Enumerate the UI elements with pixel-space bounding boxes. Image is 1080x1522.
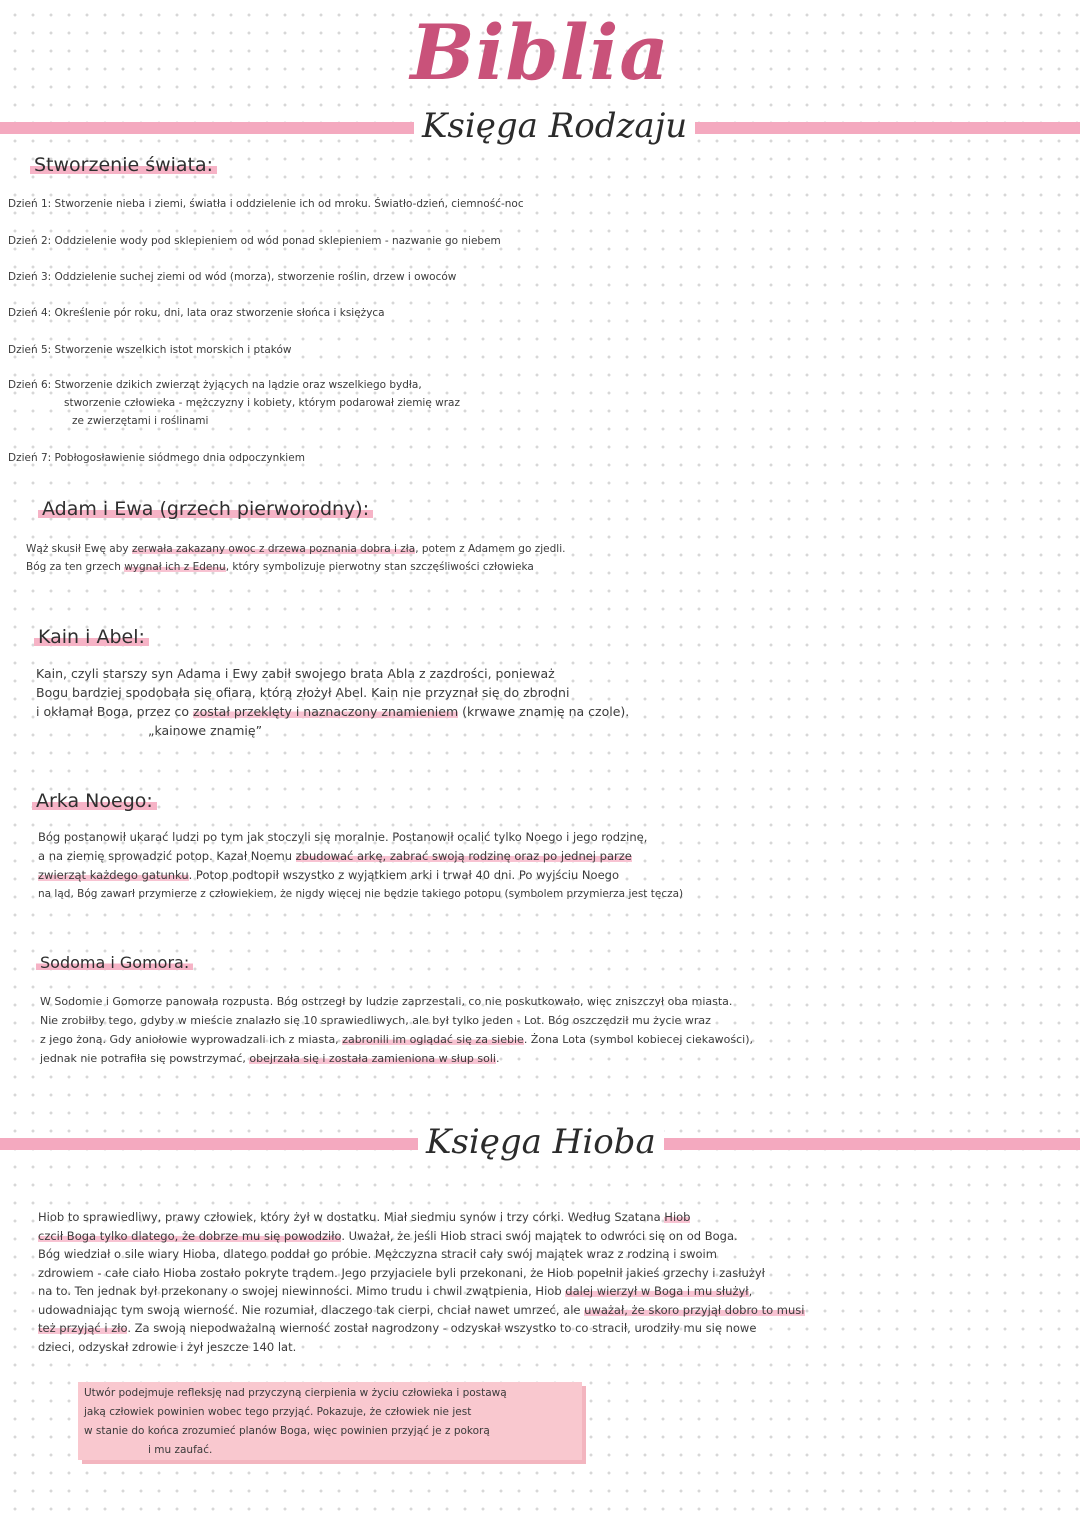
kain-heading: Kain i Abel: (34, 626, 149, 648)
note-line: i mu zaufać. (148, 1444, 213, 1456)
day-2 (8, 233, 501, 250)
highlight: zwierząt każdego gatunku (38, 868, 189, 882)
day-label: Dzień 5: (8, 344, 52, 356)
highlight: uważał, że skoro przyjął dobro to musi (584, 1302, 805, 1317)
text-span: i okłamał Boga, przez co (36, 704, 194, 719)
note-line: jaką człowiek powinien wobec tego przyjąć. Pokazuje, że człowiek nie jest (84, 1406, 472, 1418)
text-span: a na ziemię sprowadzić potop. Kazał Noemu (38, 849, 296, 863)
day-7 (8, 450, 305, 467)
day-label: Dzień 7: (8, 452, 52, 464)
highlight: zabronili im oglądać się za siebie (342, 1033, 524, 1046)
text-span: Bóg za ten grzech (26, 561, 125, 573)
day-6 (8, 377, 422, 394)
day-4 (8, 305, 385, 322)
noe-heading: Arka Noego: (32, 790, 157, 812)
highlight: wygnał ich z Edenu (124, 561, 226, 573)
day-label: Dzień 6: (8, 379, 52, 391)
text-line: zdrowiem - całe ciało Hioba zostało pokryte trądem. Jego przyjaciele byli przekonani, że Hiob popełnił jakieś grzechy i zasłużył (38, 1265, 765, 1280)
note-line: Utwór podejmuje refleksję nad przyczyną cierpienia w życiu człowieka i postawą (84, 1387, 507, 1399)
text-line: Nie zrobiłby tego, gdyby w mieście znalazło się 10 sprawiedliwych, ale był tylko jeden - Lot. Bóg oszczędził mu życie wraz (40, 1014, 711, 1027)
highlight: też przyjąć i zło (38, 1321, 128, 1335)
text-line: „kainowe znamię” (148, 723, 263, 738)
text-span: , który symbolizuje pierwotny stan szczęśliwości człowieka (225, 561, 534, 573)
text-span: , potem z Adamem go zjedli. (415, 543, 566, 555)
day-3 (8, 269, 456, 286)
sodoma-paragraph (40, 992, 1070, 1068)
text-span: udowadniając tym swoją wierność. Nie rozumiał, dlaczego tak cierpi, chciał nawet umrzeć, ale (38, 1302, 585, 1317)
page-title: Biblia (410, 8, 670, 97)
text-line: Kain, czyli starszy syn Adama i Ewy zabił swojego brata Abla z zazdrości, ponieważ (36, 666, 555, 681)
text-line: na ląd, Bóg zawarł przymierze z człowiekiem, że nigdy więcej nie będzie takiego potopu (symbolem przymierza jest tęcza) (38, 888, 684, 900)
highlight: zerwała zakazany owoc z drzewa poznania dobra i zła (131, 543, 416, 555)
day-text: Oddzielenie suchej ziemi od wód (morza), stworzenie roślin, drzew i owoców (54, 271, 457, 283)
adam-heading: Adam i Ewa (grzech pierworodny): (38, 498, 373, 520)
text-span: (krwawe znamię na czole). (458, 704, 630, 719)
day-label: Dzień 2: (8, 235, 52, 247)
highlight: zbudować arkę, zabrać swoją rodzinę oraz po jednej parze (295, 849, 632, 863)
text-span: . Potop podtopił wszystko z wyjątkiem arki i trwał 40 dni. Po wyjściu Noego (188, 868, 619, 882)
sodoma-heading: Sodoma i Gomora: (36, 953, 193, 972)
day-text: Stworzenie wszelkich istot morskich i ptaków (54, 344, 292, 356)
day-6-line-3: ze zwierzętami i roślinami (72, 415, 209, 427)
text-span: . Uważał, że jeśli Hiob straci swój majątek to odwróci się on od Boga. (341, 1228, 738, 1243)
day-label: Dzień 1: (8, 198, 52, 210)
day-text: Pobłogosławienie siódmego dnia odpoczynkiem (54, 452, 305, 464)
day-text: Określenie pór roku, dni, lata oraz stworzenie słońca i księżyca (54, 307, 385, 319)
day-text: Stworzenie dzikich zwierząt żyjących na lądzie oraz wszelkiego bydła, (54, 379, 422, 391)
band-bar-left (0, 122, 420, 134)
band-bar-left (0, 1138, 424, 1150)
day-label: Dzień 4: (8, 307, 52, 319)
day-5 (8, 342, 291, 359)
day-text: Oddzielenie wody pod sklepieniem od wód ponad sklepieniem - nazwanie go niebem (54, 235, 501, 247)
highlight: dalej wierzył w Boga i mu służył (565, 1284, 749, 1298)
highlight: został przeklęty i naznaczony znamieniem (193, 704, 459, 719)
text-span: z jego żoną. Gdy aniołowie wyprowadzali ich z miasta, (40, 1033, 343, 1046)
text-span: Wąż skusił Ewę aby (26, 543, 132, 555)
text-line: Bóg postanowił ukarać ludzi po tym jak stoczyli się moralnie. Postanowił ocalić tylko Noego i jego rodzinę, (38, 830, 648, 844)
section-title-job: Księga Hioba (418, 1122, 664, 1162)
text-line: dzieci, odzyskał zdrowie i żył jeszcze 140 lat. (38, 1339, 297, 1354)
day-text: Stworzenie nieba i ziemi, światła i oddzielenie ich od mroku. Światło-dzień, ciemność-noc (54, 198, 524, 210)
text-span: Hiob to sprawiedliwy, prawy człowiek, który żył w dostatku. Miał siedmiu synów i trzy córki. Według Szatana (38, 1210, 665, 1224)
text-span: , (748, 1284, 753, 1298)
text-line: Bóg wiedział o sile wiary Hioba, dlatego poddał go próbie. Mężczyzna stracił cały swój majątek wraz z rodziną i swoim (38, 1247, 717, 1261)
kain-paragraph (36, 664, 1066, 740)
note-text (84, 1384, 564, 1460)
creation-heading: Stworzenie świata: (30, 154, 217, 176)
day-1 (8, 196, 524, 213)
band-bar-right (648, 122, 1080, 134)
text-span: jednak nie potrafiła się powstrzymać, (40, 1052, 250, 1065)
text-line: Bogu bardziej spodobała się ofiara, którą złożył Abel. Kain nie przyznał się do zbrodni (36, 685, 570, 700)
adam-paragraph (26, 540, 1066, 576)
highlight: czcił Boga tylko dlatego, że dobrze mu się powodziło (38, 1228, 342, 1243)
text-span: na to. Ten jednak był przekonany o swojej niewinności. Mimo trudu i chwil zwątpienia, Hiob (38, 1284, 566, 1298)
day-label: Dzień 3: (8, 271, 52, 283)
band-bar-right (648, 1138, 1080, 1150)
text-span: . (495, 1052, 500, 1065)
text-span: . Za swoją niepodważalną wierność został nagrodzony - odzyskał wszystko to co stracił, urodziły mu się nowe (127, 1321, 757, 1335)
job-paragraph (38, 1208, 1068, 1356)
highlight: Hiob (664, 1210, 691, 1224)
note-line: w stanie do końca zrozumieć planów Boga, więc powinien przyjąć je z pokorą (84, 1425, 490, 1437)
text-span: . Żona Lota (symbol kobiecej ciekawości), (523, 1033, 754, 1046)
noe-paragraph (38, 828, 1068, 904)
section-title-genesis: Księga Rodzaju (414, 106, 695, 146)
highlight: obejrzała się i została zamieniona w słup soli (249, 1052, 496, 1065)
day-6-line-2: stworzenie człowieka - mężczyzny i kobiety, którym podarował ziemię wraz (64, 397, 461, 409)
text-line: W Sodomie i Gomorze panowała rozpusta. Bóg ostrzegł by ludzie zaprzestali, co nie poskutkowało, więc zniszczył oba miasta. (40, 995, 733, 1008)
